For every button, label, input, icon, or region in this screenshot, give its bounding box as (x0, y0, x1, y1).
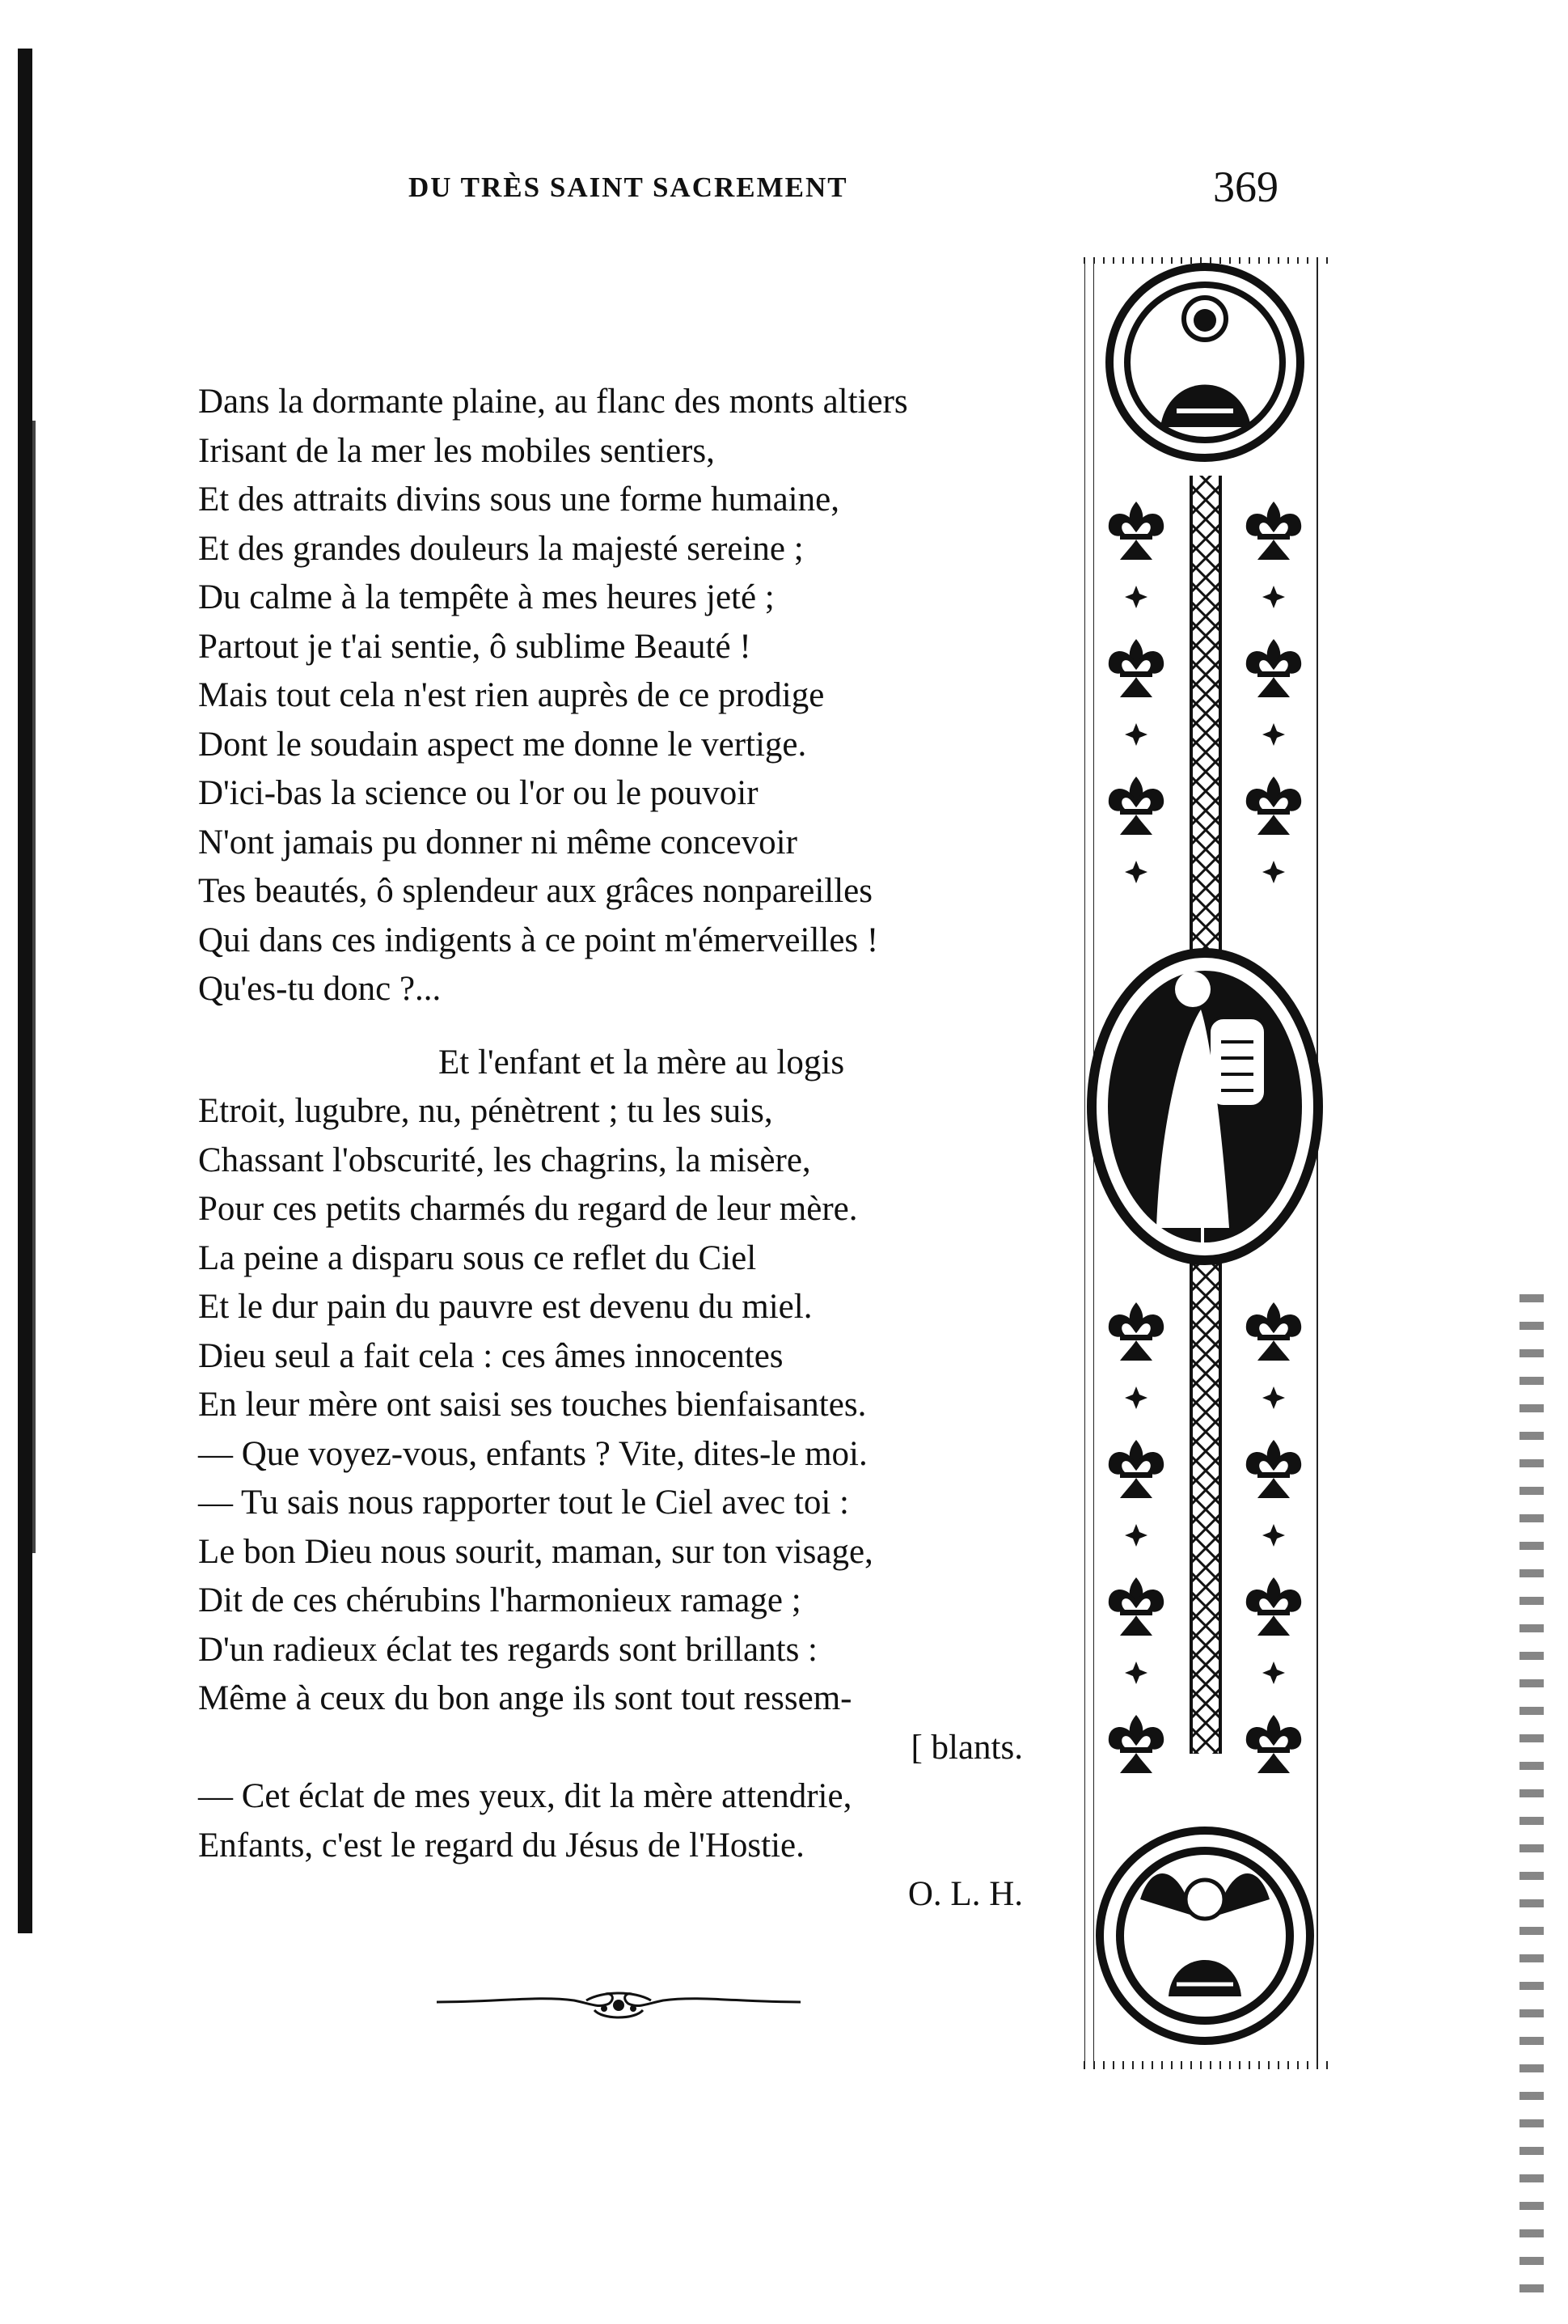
poem-line: Partout je t'ai sentie, ô sublime Beauté ! (198, 627, 751, 666)
decorative-border (1080, 257, 1330, 2069)
poem-line: Et des grandes douleurs la majesté sereine ; (198, 529, 804, 568)
running-head: DU TRÈS SAINT SACREMENT (408, 171, 848, 203)
tailpiece-fleuron (433, 1978, 805, 2023)
poem-line: N'ont jamais pu donner ni même concevoir (198, 823, 797, 861)
poem-line: Même à ceux du bon ange ils sont tout ressem- (198, 1679, 852, 1717)
poem-line: Et le dur pain du pauvre est devenu du miel. (198, 1288, 813, 1326)
poem-line-turnover: [ blants. (911, 1728, 1023, 1767)
poem-signature: O. L. H. (907, 1875, 1023, 1913)
poem-line: — Que voyez-vous, enfants ? Vite, dites-le moi. (198, 1434, 868, 1473)
poem-line: Le bon Dieu nous sourit, maman, sur ton visage, (198, 1532, 873, 1571)
poem-line: Chassant l'obscurité, les chagrins, la misère, (198, 1141, 811, 1179)
poem-line: Dit de ces chérubins l'harmonieux ramage ; (198, 1581, 801, 1619)
poem-line: En leur mère ont saisi ses touches bienfaisantes. (198, 1386, 867, 1424)
poem-line: Enfants, c'est le regard du Jésus de l'Hostie. (198, 1826, 805, 1865)
poem-line: — Cet éclat de mes yeux, dit la mère attendrie, (198, 1777, 852, 1815)
poem-line: Dont le soudain aspect me donne le vertige. (198, 725, 807, 764)
binding-shadow-inner (32, 421, 36, 1553)
poem-line: Dans la dormante plaine, au flanc des monts altiers (198, 383, 908, 421)
poem-line: Pour ces petits charmés du regard de leur mère. (198, 1190, 858, 1228)
poem-line: Du calme à la tempête à mes heures jeté ; (198, 578, 775, 616)
poem-line: Etroit, lugubre, nu, pénètrent ; tu les suis, (198, 1092, 773, 1130)
poem-line: D'ici-bas la science ou l'or ou le pouvoir (198, 774, 759, 812)
poem-line: — Tu sais nous rapporter tout le Ciel avec toi : (198, 1484, 849, 1522)
poem-line: D'un radieux éclat tes regards sont brillants : (198, 1630, 818, 1669)
poem-line: La peine a disparu sous ce reflet du Ciel (198, 1238, 757, 1277)
binding-shadow (18, 49, 32, 1933)
poem-line: Tes beautés, ô splendeur aux grâces nonpareilles (198, 872, 873, 910)
poem (198, 378, 1039, 1920)
poem-line: Et l'enfant et la mère au logis (438, 1043, 845, 1082)
poem-line: Qu'es-tu donc ?... (198, 970, 442, 1008)
page-number: 369 (1213, 163, 1278, 211)
poem-line: Mais tout cela n'est rien auprès de ce prodige (198, 676, 825, 714)
scan-edge-specks (1519, 1294, 1544, 2297)
poem-line: Irisant de la mer les mobiles sentiers, (198, 431, 715, 470)
poem-line: Dieu seul a fait cela : ces âmes innocentes (198, 1336, 784, 1375)
poem-line: Et des attraits divins sous une forme humaine, (198, 480, 839, 519)
poem-line: Qui dans ces indigents à ce point m'émerveilles ! (198, 921, 879, 959)
